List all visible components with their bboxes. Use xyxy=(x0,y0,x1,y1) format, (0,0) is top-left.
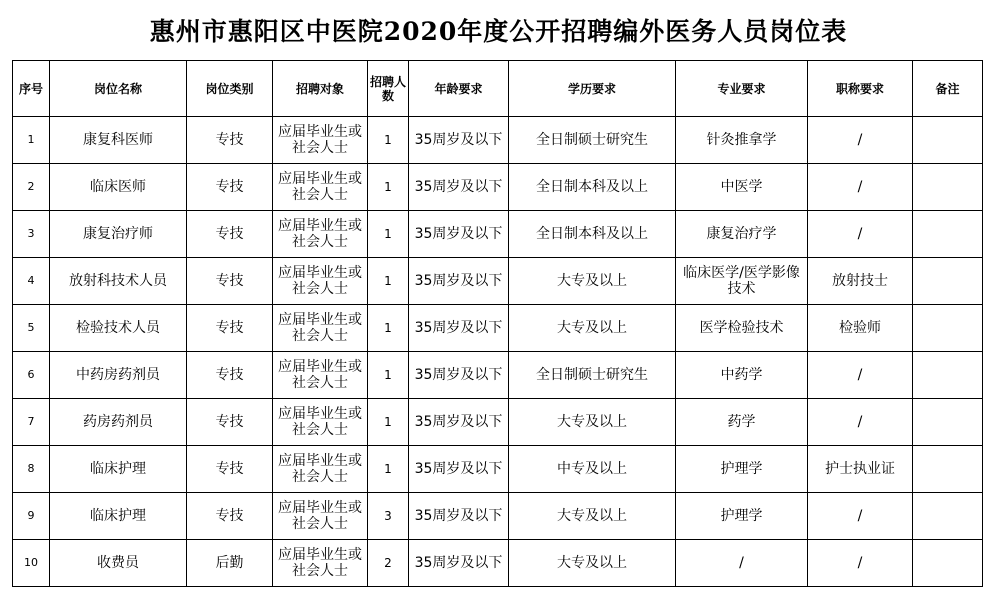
header-no: 序号 xyxy=(13,61,50,117)
positions-table xyxy=(12,60,983,587)
cell-education: 全日制硕士研究生 xyxy=(509,352,676,399)
cell-no: 4 xyxy=(13,258,50,305)
header-major: 专业要求 xyxy=(676,61,808,117)
table-row xyxy=(13,446,983,493)
cell-no: 5 xyxy=(13,305,50,352)
cell-no: 9 xyxy=(13,493,50,540)
table-row xyxy=(13,258,983,305)
cell-age: 35周岁及以下 xyxy=(409,493,509,540)
cell-education: 大专及以上 xyxy=(509,399,676,446)
cell-no: 2 xyxy=(13,164,50,211)
cell-education: 中专及以上 xyxy=(509,446,676,493)
cell-major: 护理学 xyxy=(676,446,808,493)
cell-education: 全日制本科及以上 xyxy=(509,211,676,258)
cell-note xyxy=(913,258,983,305)
cell-major: 中药学 xyxy=(676,352,808,399)
cell-education: 大专及以上 xyxy=(509,305,676,352)
table-row xyxy=(13,352,983,399)
cell-target: 应届毕业生或社会人士 xyxy=(273,117,368,164)
cell-major: 中医学 xyxy=(676,164,808,211)
cell-age: 35周岁及以下 xyxy=(409,305,509,352)
table-row xyxy=(13,305,983,352)
cell-target: 应届毕业生或社会人士 xyxy=(273,446,368,493)
cell-category: 专技 xyxy=(187,117,273,164)
cell-major: 药学 xyxy=(676,399,808,446)
header-position: 岗位名称 xyxy=(50,61,187,117)
cell-note xyxy=(913,305,983,352)
cell-target: 应届毕业生或社会人士 xyxy=(273,164,368,211)
cell-age: 35周岁及以下 xyxy=(409,352,509,399)
cell-target: 应届毕业生或社会人士 xyxy=(273,540,368,587)
header-target: 招聘对象 xyxy=(273,61,368,117)
cell-position: 临床医师 xyxy=(50,164,187,211)
header-title-req: 职称要求 xyxy=(808,61,913,117)
cell-count: 1 xyxy=(368,164,409,211)
cell-title-req: / xyxy=(808,352,913,399)
header-row xyxy=(13,61,983,117)
cell-position: 康复科医师 xyxy=(50,117,187,164)
cell-position: 收费员 xyxy=(50,540,187,587)
cell-title-req: / xyxy=(808,117,913,164)
cell-category: 专技 xyxy=(187,164,273,211)
cell-major: / xyxy=(676,540,808,587)
table-row xyxy=(13,540,983,587)
cell-count: 1 xyxy=(368,352,409,399)
cell-category: 专技 xyxy=(187,399,273,446)
cell-age: 35周岁及以下 xyxy=(409,117,509,164)
cell-count: 3 xyxy=(368,493,409,540)
cell-note xyxy=(913,540,983,587)
cell-title-req: 护士执业证 xyxy=(808,446,913,493)
cell-category: 后勤 xyxy=(187,540,273,587)
cell-count: 1 xyxy=(368,305,409,352)
cell-title-req: / xyxy=(808,211,913,258)
cell-no: 7 xyxy=(13,399,50,446)
cell-major: 临床医学/医学影像技术 xyxy=(676,258,808,305)
cell-count: 1 xyxy=(368,258,409,305)
cell-education: 全日制本科及以上 xyxy=(509,164,676,211)
cell-major: 护理学 xyxy=(676,493,808,540)
cell-target: 应届毕业生或社会人士 xyxy=(273,399,368,446)
cell-no: 6 xyxy=(13,352,50,399)
cell-major: 康复治疗学 xyxy=(676,211,808,258)
cell-count: 1 xyxy=(368,399,409,446)
cell-note xyxy=(913,399,983,446)
cell-note xyxy=(913,117,983,164)
page-title: 惠州市惠阳区中医院2020年度公开招聘编外医务人员岗位表 xyxy=(149,17,848,46)
cell-note xyxy=(913,352,983,399)
table-row xyxy=(13,493,983,540)
cell-title-req: / xyxy=(808,399,913,446)
cell-target: 应届毕业生或社会人士 xyxy=(273,493,368,540)
cell-note xyxy=(913,446,983,493)
cell-title-req: / xyxy=(808,493,913,540)
header-education: 学历要求 xyxy=(509,61,676,117)
cell-title-req: 检验师 xyxy=(808,305,913,352)
cell-category: 专技 xyxy=(187,446,273,493)
cell-education: 全日制硕士研究生 xyxy=(509,117,676,164)
cell-count: 2 xyxy=(368,540,409,587)
table-row xyxy=(13,117,983,164)
cell-no: 10 xyxy=(13,540,50,587)
cell-count: 1 xyxy=(368,446,409,493)
cell-position: 检验技术人员 xyxy=(50,305,187,352)
cell-age: 35周岁及以下 xyxy=(409,446,509,493)
cell-category: 专技 xyxy=(187,211,273,258)
cell-position: 中药房药剂员 xyxy=(50,352,187,399)
header-count: 招聘人数 xyxy=(368,61,409,117)
cell-major: 医学检验技术 xyxy=(676,305,808,352)
cell-position: 临床护理 xyxy=(50,446,187,493)
cell-target: 应届毕业生或社会人士 xyxy=(273,352,368,399)
cell-category: 专技 xyxy=(187,258,273,305)
cell-education: 大专及以上 xyxy=(509,540,676,587)
header-note: 备注 xyxy=(913,61,983,117)
cell-category: 专技 xyxy=(187,352,273,399)
cell-position: 康复治疗师 xyxy=(50,211,187,258)
header-age: 年龄要求 xyxy=(409,61,509,117)
cell-count: 1 xyxy=(368,211,409,258)
cell-count: 1 xyxy=(368,117,409,164)
cell-target: 应届毕业生或社会人士 xyxy=(273,211,368,258)
cell-position: 放射科技术人员 xyxy=(50,258,187,305)
table-row xyxy=(13,164,983,211)
table-row xyxy=(13,211,983,258)
cell-no: 8 xyxy=(13,446,50,493)
cell-note xyxy=(913,211,983,258)
cell-position: 药房药剂员 xyxy=(50,399,187,446)
cell-age: 35周岁及以下 xyxy=(409,540,509,587)
cell-category: 专技 xyxy=(187,493,273,540)
cell-no: 1 xyxy=(13,117,50,164)
header-category: 岗位类别 xyxy=(187,61,273,117)
cell-note xyxy=(913,493,983,540)
cell-target: 应届毕业生或社会人士 xyxy=(273,305,368,352)
cell-title-req: / xyxy=(808,164,913,211)
cell-target: 应届毕业生或社会人士 xyxy=(273,258,368,305)
cell-age: 35周岁及以下 xyxy=(409,399,509,446)
cell-major: 针灸推拿学 xyxy=(676,117,808,164)
cell-education: 大专及以上 xyxy=(509,258,676,305)
cell-education: 大专及以上 xyxy=(509,493,676,540)
cell-title-req: / xyxy=(808,540,913,587)
cell-title-req: 放射技士 xyxy=(808,258,913,305)
cell-category: 专技 xyxy=(187,305,273,352)
cell-age: 35周岁及以下 xyxy=(409,258,509,305)
cell-no: 3 xyxy=(13,211,50,258)
table-row xyxy=(13,399,983,446)
cell-age: 35周岁及以下 xyxy=(409,164,509,211)
cell-note xyxy=(913,164,983,211)
cell-age: 35周岁及以下 xyxy=(409,211,509,258)
cell-position: 临床护理 xyxy=(50,493,187,540)
